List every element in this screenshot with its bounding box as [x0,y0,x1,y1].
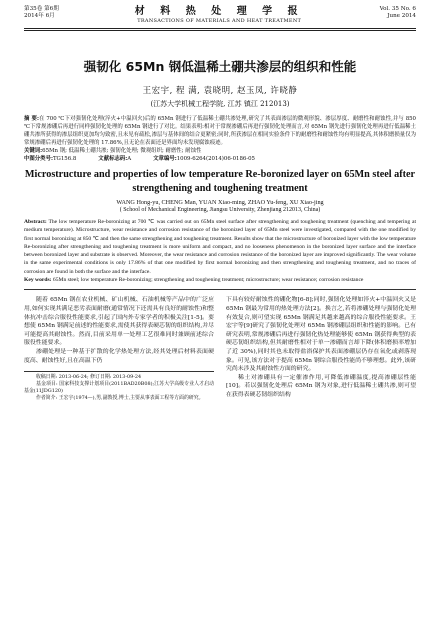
authors-en: WANG Hong-yu, CHENG Man, YUAN Xiao-ming, ZHAO Yu-feng, XU Xiao-jing [116,199,324,206]
body-columns [24,296,416,402]
header-right [380,6,416,20]
title-cn: 强韧化 65Mn 钢低温稀土硼共渗层的组织和性能 [83,59,357,74]
title-en: Microstructure and properties of low temperature Re-boronized layer on 65Mn steel after strengthening and toughening treatment [24,169,416,194]
abstract-cn-text: 在 700 ℃下对强韧化处理(淬火+中温回火)后的 65Mn 钢进行了低温稀土硼共渗处理,研究了其表面渗层的微观形貌、渗层厚度、耐磨性和耐蚀性,并与 850 ℃下常规渗硼后再进行同样强韧化处理的 65Mn 钢进行了对比。结果表明:相对于常规渗硼后再进行强韧化处理而言,对 65Mn 钢先进行强韧化处理再进行低温稀土硼共渗所获得的渗层组织更加均匀致密,且未见有疏松,渗层与基体间的结合更紧密;同时,所获渗层在相同实验条件下的耐磨性和耐蚀性均有明显提高,其体积磨损量仅为常规渗硼后再进行强韧化处理的 17.86%,且无论在表面还是界面均未发现腐蚀痕迹。 [24,116,416,146]
abstract-en-text: The low temperature Re-boronizing at 700 ℃ was carried out on 65Mn steel surface after strengthening and toughening treatment (quenching and tempering at medium temperature). Microstructure, wear resistance and corrosion resistance of the boronized layer of 65Mn steel were investigated, compared with the one modified by first normal boronizing at 850 ℃ and then the same strengthening and toughening treatment. Results show that the microstructure of boronized layer with the low temperature Re-boronizing after strengthening and toughening treatment is more uniform and compact, and no looseness phenomenon in the boronized layer surface and the interface between boronized layer and substrate is observed. Moreover, the wear resistance and corrosion resistance of the boronized layer are improved significantly. The wear volume in the same experimental conditions is only 17.86% of that one modified by first normal boronizing and then strengthening and toughening treatment, and no traces of corrosion are found in both the surface and the interface. [24,219,416,275]
footnote-author: 作者简介: 王宏宇(1974—),男,副教授,博士,主要从事表面工程等方面的研究。 [36,395,204,402]
affiliation-cn: (江苏大学机械工程学院, 江苏 镇江 212013) [150,100,290,108]
doc-code-value: A [127,156,132,162]
classification-line [24,155,416,163]
date-en: June 2014 [387,13,416,19]
body-paragraph: 下具有较好耐蚀性的硼化物[6-8];同时,强韧化处理如淬火+中温回火又是 65Mn 钢最为常用的热处理方法[2]。换言之,若将渗硼处理与强韧化处理有效复合,则可望实现 65Mn 钢满足其越来越高的综合服役性能要求。王宏宇等[9]研究了强韧化处理对 65Mn 钢渗硼层组织和性能的影响。已有研究表明,常规渗硼后再进行强韧化热处理能够使 65Mn 钢获得典型的表硬芯韧组织结构,但其耐磨性相对于单一渗硼而言却下降(体积磨损率增加了近 30%),同时其也未取得盐浴保护其表面渗硼层仍存在氧化或剥落现象。可见,该方法对于提高 65Mn 钢综合服役性能尚不够理想。此外,该研究尚未涉及其耐蚀性方面的研究。 [226,297,416,373]
article-no-label: 文章编号: [153,156,177,162]
journal-name-cn: 材 料 热 处 理 学 报 [134,6,304,17]
volume-en: Vol. 35 No. 6 [379,6,416,12]
body-paragraph: 渗硼处理是一种基于扩散的化学热处理方法,经其处理后材料表面硬度高、耐蚀性好,且在高温下仍 [24,348,214,364]
volume-cn: 第35卷 第6期 [24,6,59,12]
body-paragraph: 随着 65Mn 钢在农业机械、矿山机械、石油机械等产品中的广泛应用,如何实现其满足恶劣表面耐磨(通常情况下还需具有良好的耐蚀性)和整体抗冲击综合服役性能要求,引起了国内外专家学者的积极关注[1-5]。要想使 65Mn 钢满足前述的性能要求,需使其获得表硬芯韧的组织结构,并尽可能提高其耐蚀性。然而,目前采用单一处理工艺很难同时兼顾前述综合服役性能要求。 [24,297,214,347]
keywords-en-label: Key words: [24,277,52,284]
body-paragraph: 稀土对渗硼具有一定催渗作用,可降低渗硼温度,提高渗硼层性能[10]。若以强韧化处理后 65Mn 钢为对象,进行低温稀土硼共渗,则可望在获得表硬芯韧组织结构 [226,374,416,398]
authors-cn: 王宏宇, 程 满, 袁晓明, 赵玉凤, 许晓静 [142,86,298,96]
abstract-cn [24,115,416,147]
clc-field [24,155,76,163]
doc-code-label: 文献标志码: [98,156,128,162]
body-column-right [226,296,416,402]
footnote-dates: 收稿日期: 2013-06-24; 修订日期: 2013-09-24 [36,374,142,381]
body-column-left [24,296,214,402]
abstract-en-label: Abstract: [24,219,47,225]
article-no-value: 1009-6264(2014)06-0186-05 [176,156,255,162]
abstract-en [24,218,416,276]
section-divider [24,289,416,290]
date-cn: 2014年 6月 [24,13,55,19]
journal-name-en: TRANSACTIONS OF MATERIALS AND HEAT TREATMENT [137,18,302,24]
header-rule-thin [24,30,416,31]
affiliation-en: ( School of Mechanical Engineering, Jiangsu University, Zhenjiang 212013, China) [119,207,321,213]
clc-value: TG156.8 [52,156,77,162]
keywords-cn-label: 关键词: [24,148,43,154]
keywords-cn [24,147,416,155]
keywords-en [24,276,416,284]
clc-label: 中图分类号: [24,156,53,162]
running-header [24,6,416,25]
article-no-field [153,155,255,163]
header-center [135,6,304,25]
keywords-en-text: 65Mn steel; low temperature Re-boronizing; strengthening and toughening treatment; microstructure; wear resistance; corrosion resistance [52,277,364,284]
keywords-cn-text: 65Mn 钢; 低温稀土硼共渗; 强韧化处理; 微观组织; 耐磨性; 耐蚀性 [42,148,202,154]
header-rule [24,28,416,29]
doc-code-field [98,155,131,163]
abstract-cn-label: 摘 要: [24,116,39,122]
footnotes [24,371,214,402]
footnote-funding: 基金项目: 国家科技支撑计划项目(2011BAD20B08);江苏大学高级专业人才启动基金(11JDG120) [24,381,214,395]
header-left [24,6,59,20]
